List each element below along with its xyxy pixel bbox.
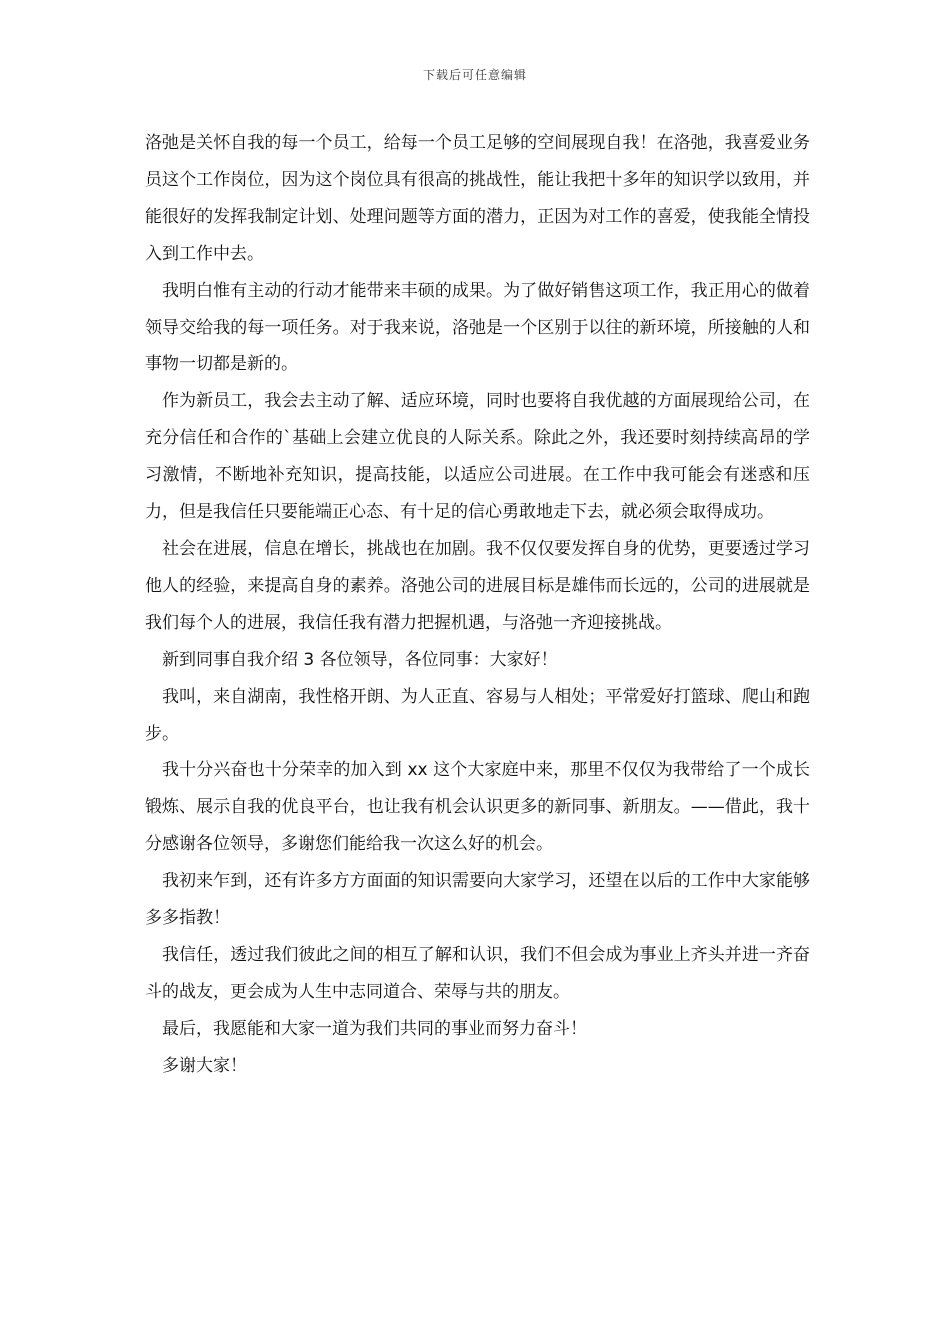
paragraph-7: 我十分兴奋也十分荣幸的加入到 xx 这个大家庭中来，那里不仅仅为我带给了一个成长锻炼、展示自我的优良平台，也让我有机会认识更多的新同事、新朋友。——借此，我十分感谢各位领导，多谢您们能给我一次这么好的机会。 (145, 760, 810, 855)
paragraph-11: 多谢大家！ (162, 1055, 247, 1076)
document-body (145, 125, 810, 1085)
paragraph-8: 我初来乍到，还有许多方方面面的知识需要向大家学习，还望在以后的工作中大家能够多多指教！ (145, 871, 810, 929)
paragraph-6: 我叫，来自湖南，我性格开朗、为人正直、容易与人相处；平常爱好打篮球、爬山和跑步。 (145, 686, 810, 744)
paragraph-3: 作为新员工，我会去主动了解、适应环境，同时也要将自我优越的方面展现给公司，在充分信任和合作的`基础上会建立优良的人际关系。除此之外，我还要时刻持续高昂的学习激情，不断地补充知识，提高技能，以适应公司进展。在工作中我可能会有迷惑和压力，但是我信任只要能端正心态、有十足的信心勇敢地走下去，就必须会取得成功。 (145, 391, 810, 523)
paragraph-1: 洛弛是关怀自我的每一个员工，给每一个员工足够的空间展现自我！在洛弛，我喜爱业务员这个工作岗位，因为这个岗位具有很高的挑战性，能让我把十多年的知识学以致用，并能很好的发挥我制定计划、处理问题等方面的潜力，正因为对工作的喜爱，使我能全情投入到工作中去。 (145, 133, 810, 264)
paragraph-5: 新到同事自我介绍 3 各位领导，各位同事：大家好！ (162, 649, 558, 670)
paragraph-4: 社会在进展，信息在增长，挑战也在加剧。我不仅仅要发挥自身的优势，更要透过学习他人的经验，来提高自身的素养。洛弛公司的进展目标是雄伟而长远的，公司的进展就是我们每个人的进展，我信任我有潜力把握机遇，与洛弛一齐迎接挑战。 (145, 538, 810, 633)
paragraph-10: 最后，我愿能和大家一道为我们共同的事业而努力奋斗！ (162, 1018, 587, 1039)
paragraph-9: 我信任，透过我们彼此之间的相互了解和认识，我们不但会成为事业上齐头并进一齐奋斗的战友，更会成为人生中志同道合、荣辱与共的朋友。 (145, 944, 810, 1002)
page-header: 下载后可任意编辑 (422, 68, 527, 82)
paragraph-2: 我明白惟有主动的行动才能带来丰硕的成果。为了做好销售这项工作，我正用心的做着领导交给我的每一项任务。对于我来说，洛弛是一个区别于以往的新环境，所接触的人和事物一切都是新的。 (145, 280, 810, 375)
